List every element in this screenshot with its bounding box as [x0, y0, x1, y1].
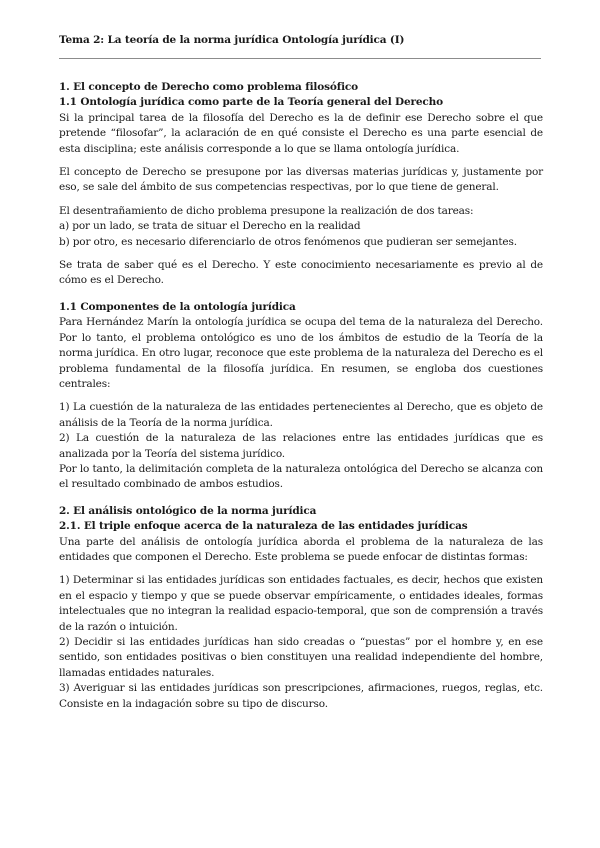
paragraph: El concepto de Derecho se presupone por las diversas materias jurídicas y, justamente por eso, se sale del ámbito de sus competencias respectivas, por lo que tiene de general.	[59, 166, 543, 194]
list-item: b) por otro, es necesario diferenciarlo de otros fenómenos que pudieran ser semejantes.	[59, 235, 517, 248]
paragraph: Por lo tanto, la delimitación completa de la naturaleza ontológica del Derecho se alcanza con el resultado combinado de ambos estudios.	[59, 462, 543, 491]
list-item: 2) La cuestión de la naturaleza de las relaciones entre las entidades jurídicas que es analizada por la Teoría del sistema jurídico.	[59, 432, 543, 460]
list-item: 2) Decidir si las entidades jurídicas han sido creadas o “puestas” por el hombre y, en ese sentido, son entidades positivas o bien constituyen una realidad independiente del hombre, llamadas entidades naturales.	[59, 636, 543, 679]
paragraph: Para Hernández Marín la ontología jurídica se ocupa del tema de la naturaleza del Derecho. Por lo tanto, el problema ontológico es uno de los ámbitos de estudio de la Teoría de la norma jurídica. En otro lugar, reconoce que este problema de la naturaleza del Derecho es el problema fundamental de la filosofía jurídica. En resumen, se engloba dos cuestiones centrales:	[59, 316, 543, 390]
list-item: 1) La cuestión de la naturaleza de las entidades pertenecientes al Derecho, que es objeto de análisis de la Teoría de la norma jurídica.	[59, 401, 543, 429]
paragraph: Si la principal tarea de la filosofía del Derecho es la de definir ese Derecho sobre el que pretende “filosofar”, la aclaración de en qué consiste el Derecho es una parte esencial de esta disciplina; este análisis corresponde a lo que se llama ontología jurídica.	[59, 111, 543, 155]
list-item: 3) Averiguar si las entidades jurídicas son prescripciones, afirmaciones, ruegos, reglas, etc. Consiste en la indagación sobre su tipo de discurso.	[59, 682, 543, 710]
header-divider	[59, 58, 541, 59]
section-1-1-components-heading: 1.1 Componentes de la ontología jurídica	[59, 300, 296, 313]
paragraph: Se trata de saber qué es el Derecho. Y este conocimiento necesariamente es previo al de cómo es el Derecho.	[59, 259, 543, 287]
page-header-title: Tema 2: La teoría de la norma jurídica Ontología jurídica (I)	[59, 34, 405, 46]
section-2-1-heading: 2.1. El triple enfoque acerca de la naturaleza de las entidades jurídicas	[59, 520, 468, 533]
paragraph: Una parte del análisis de ontología jurídica aborda el problema de la naturaleza de las entidades que componen el Derecho. Este problema se puede enfocar de distintas formas:	[59, 535, 543, 563]
list-item: a) por un lado, se trata de situar el Derecho en la realidad	[59, 220, 361, 233]
paragraph: El desentrañamiento de dicho problema presupone la realización de dos tareas:	[59, 204, 474, 217]
section-1-heading: 1. El concepto de Derecho como problema filosófico	[59, 81, 359, 93]
section-2-heading: 2. El análisis ontológico de la norma jurídica	[59, 504, 317, 517]
list-item: 1) Determinar si las entidades jurídicas son entidades factuales, es decir, hechos que existen en el espacio y tiempo y que se puede observar empíricamente, o entidades ideales, formas intelectuales que no integran la realidad espacio-temporal, que son de comprensión a través de la razón o intuición.	[59, 574, 543, 633]
section-1-1-heading: 1.1 Ontología jurídica como parte de la Teoría general del Derecho	[59, 96, 444, 109]
document-body	[59, 80, 543, 712]
